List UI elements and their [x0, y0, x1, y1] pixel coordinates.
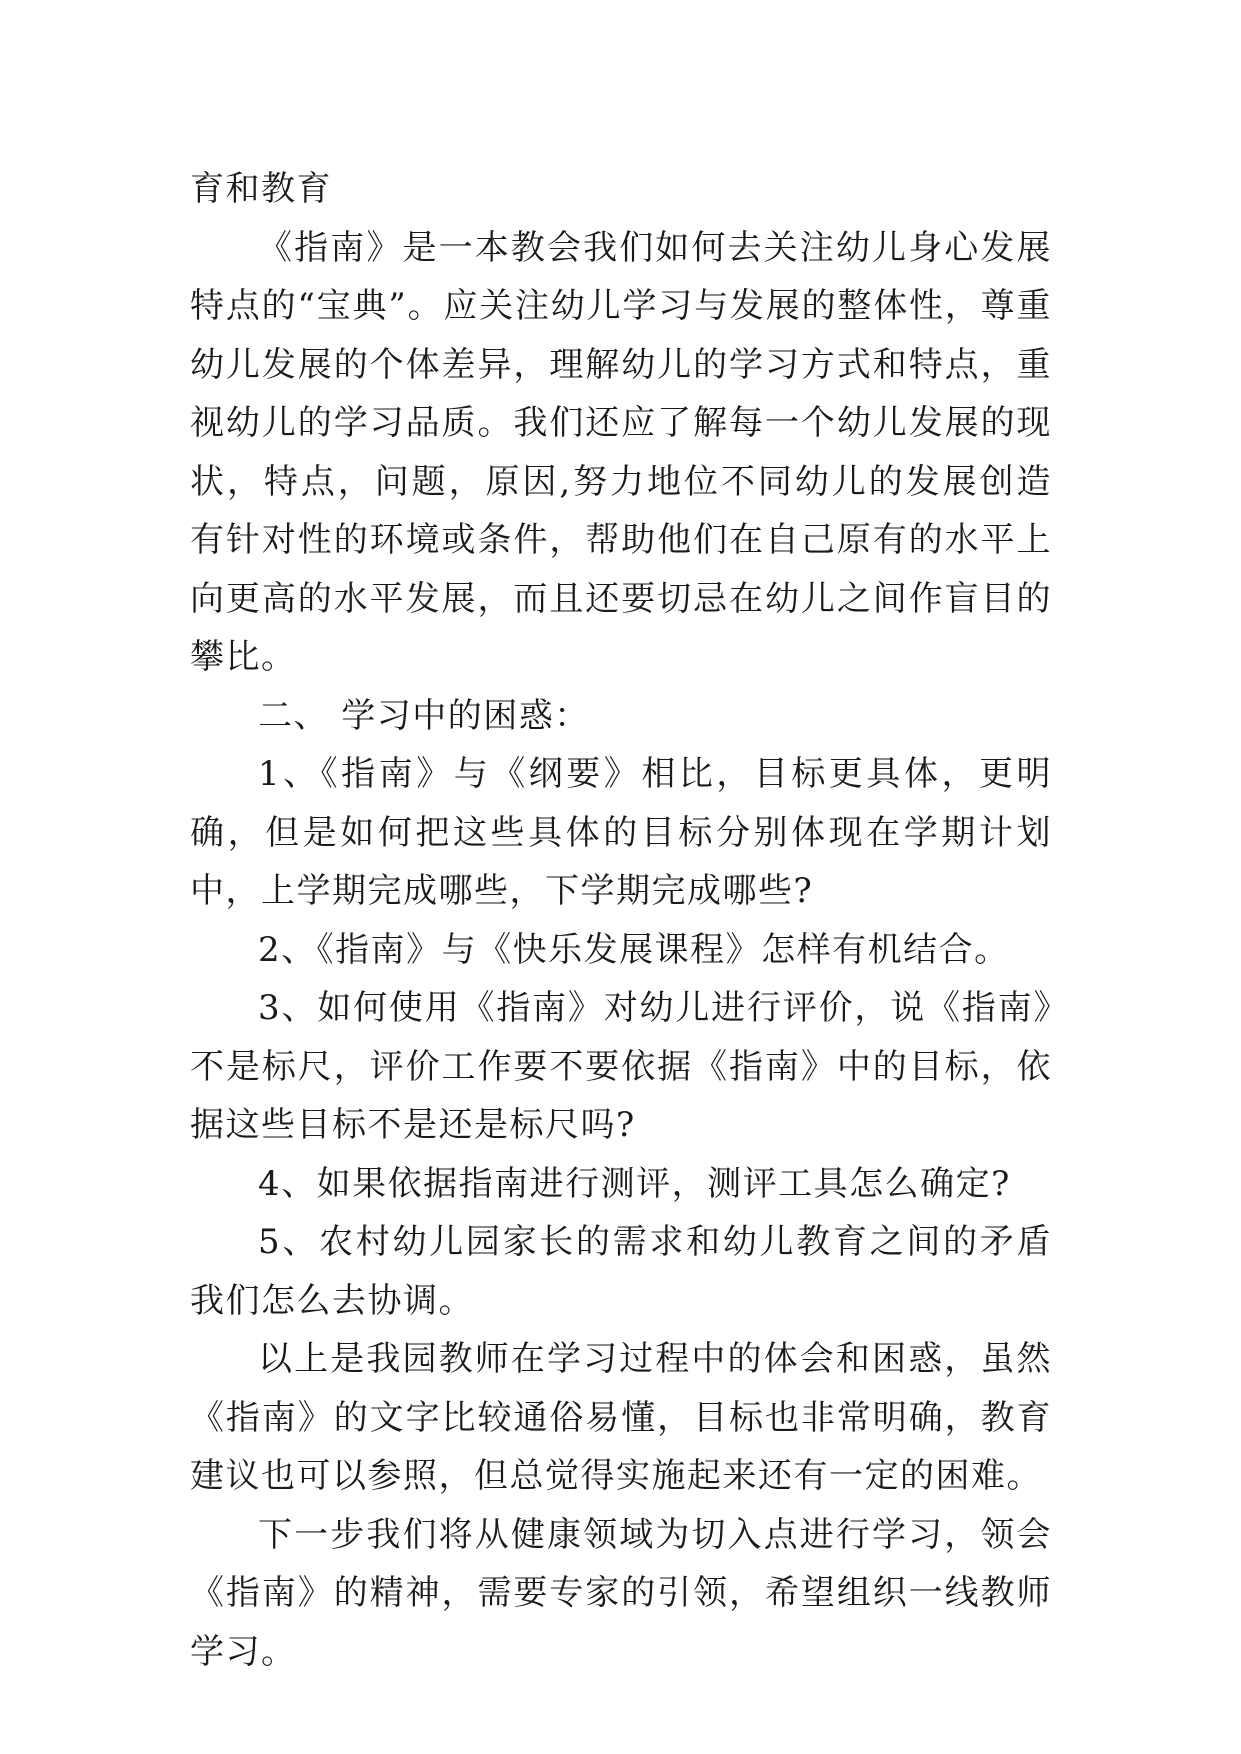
paragraph-next-steps: 下一步我们将从健康领域为切入点进行学习，领会《指南》的精神，需要专家的引领，希望组织一线教师学习。 — [190, 1514, 1052, 1672]
section-heading-confusions: 二、 学习中的困惑： — [258, 695, 590, 736]
confusion-item-1: 1、《指南》与《纲要》相比，目标更具体，更明确，但是如何把这些具体的目标分别体现在学期计划中，上学期完成哪些，下学期完成哪些? — [190, 754, 1052, 911]
document-body — [190, 160, 1052, 1681]
paragraph-continuation: 育和教育 — [190, 169, 332, 209]
paragraph-guide-summary: 《指南》是一本教会我们如何去关注幼儿身心发展特点的“宝典”。应关注幼儿学习与发展的整体性，尊重幼儿发展的个体差异，理解幼儿的学习方式和特点，重视幼儿的学习品质。我们还应了解每一个幼儿发展的现状，特点，问题，原因,努力地位不同幼儿的发展创造有针对性的环境或条件，帮助他们在自己原有的水平上向更高的水平发展，而且还要切忌在幼儿之间作盲目的攀比。 — [190, 227, 1052, 677]
confusion-item-3: 3、如何使用《指南》对幼儿进行评价，说《指南》不是标尺，评价工作要不要依据《指南》中的目标，依据这些目标不是还是标尺吗? — [190, 988, 1052, 1145]
confusion-item-2: 2、《指南》与《快乐发展课程》怎样有机结合。 — [258, 929, 1010, 970]
confusion-item-4: 4、如果依据指南进行测评，测评工具怎么确定? — [258, 1163, 1011, 1204]
confusion-item-5: 5、农村幼儿园家长的需求和幼儿教育之间的矛盾我们怎么去协调。 — [190, 1222, 1052, 1321]
paragraph-reflection: 以上是我园教师在学习过程中的体会和困惑，虽然《指南》的文字比较通俗易懂，目标也非常明确，教育建议也可以参照，但总觉得实施起来还有一定的困难。 — [190, 1339, 1052, 1496]
